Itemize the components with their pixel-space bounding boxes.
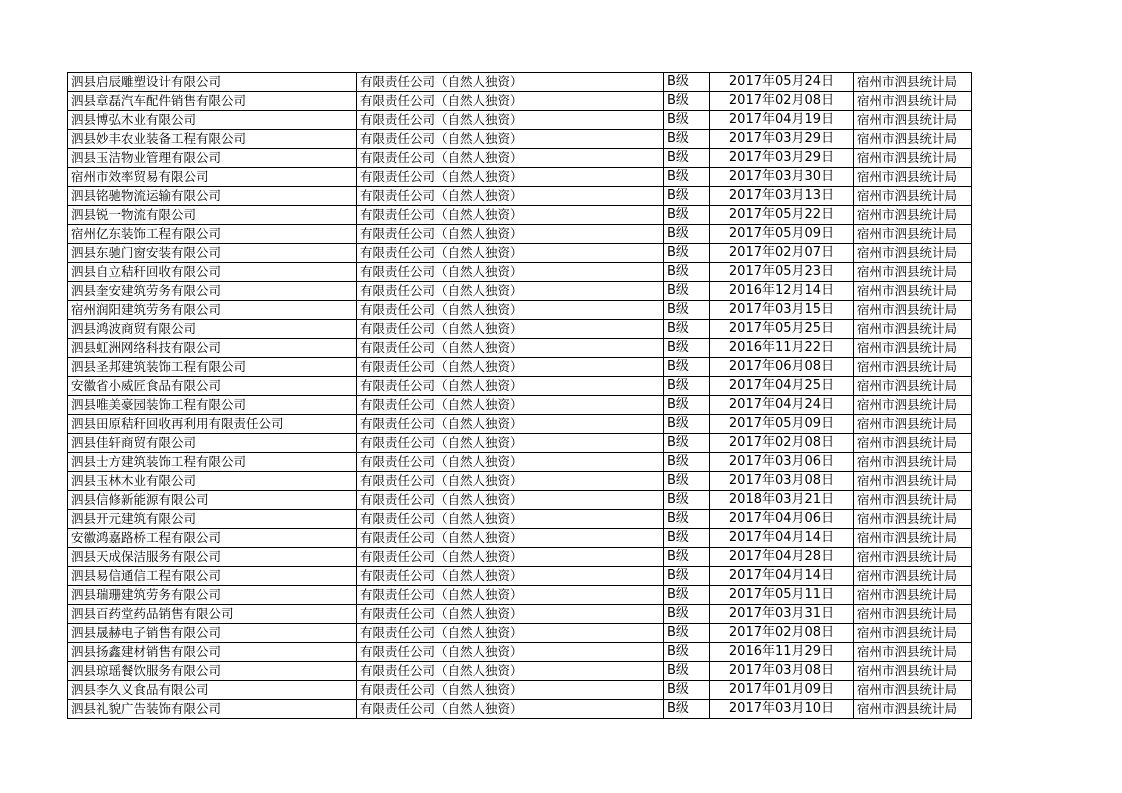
credit-grade-cell: B级 xyxy=(664,92,710,111)
date-cell: 2017年04月14日 xyxy=(710,567,854,586)
table-row xyxy=(68,415,972,434)
enterprise-type-cell: 有限责任公司（自然人独资） xyxy=(357,244,664,263)
enterprise-type-cell: 有限责任公司（自然人独资） xyxy=(357,510,664,529)
table-row xyxy=(68,130,972,149)
enterprise-type-cell: 有限责任公司（自然人独资） xyxy=(357,320,664,339)
authority-cell: 宿州市泗县统计局 xyxy=(854,567,972,586)
table-row xyxy=(68,548,972,567)
date-cell: 2016年11月22日 xyxy=(710,339,854,358)
credit-grade-cell: B级 xyxy=(664,472,710,491)
enterprise-type-cell: 有限责任公司（自然人独资） xyxy=(357,301,664,320)
date-cell: 2017年03月29日 xyxy=(710,130,854,149)
credit-grade-cell: B级 xyxy=(664,320,710,339)
enterprise-type-cell: 有限责任公司（自然人独资） xyxy=(357,662,664,681)
authority-cell: 宿州市泗县统计局 xyxy=(854,548,972,567)
table-row xyxy=(68,567,972,586)
credit-grade-cell: B级 xyxy=(664,624,710,643)
authority-cell: 宿州市泗县统计局 xyxy=(854,510,972,529)
authority-cell: 宿州市泗县统计局 xyxy=(854,415,972,434)
enterprise-type-cell: 有限责任公司（自然人独资） xyxy=(357,700,664,719)
date-cell: 2017年03月06日 xyxy=(710,453,854,472)
table-row xyxy=(68,624,972,643)
enterprise-type-cell: 有限责任公司（自然人独资） xyxy=(357,605,664,624)
credit-grade-cell: B级 xyxy=(664,282,710,301)
company-name-cell: 宿州润阳建筑劳务有限公司 xyxy=(68,301,357,320)
table-row xyxy=(68,111,972,130)
company-name-cell: 泗县奎安建筑劳务有限公司 xyxy=(68,282,357,301)
authority-cell: 宿州市泗县统计局 xyxy=(854,700,972,719)
authority-cell: 宿州市泗县统计局 xyxy=(854,187,972,206)
company-name-cell: 宿州市效率贸易有限公司 xyxy=(68,168,357,187)
credit-grade-cell: B级 xyxy=(664,73,710,92)
credit-grade-cell: B级 xyxy=(664,453,710,472)
table-row xyxy=(68,320,972,339)
date-cell: 2017年06月08日 xyxy=(710,358,854,377)
date-cell: 2018年03月21日 xyxy=(710,491,854,510)
credit-grade-cell: B级 xyxy=(664,206,710,225)
credit-grade-cell: B级 xyxy=(664,662,710,681)
table-row xyxy=(68,586,972,605)
table-row xyxy=(68,187,972,206)
company-name-cell: 泗县鸿波商贸有限公司 xyxy=(68,320,357,339)
date-cell: 2017年05月09日 xyxy=(710,225,854,244)
enterprise-type-cell: 有限责任公司（自然人独资） xyxy=(357,263,664,282)
table-row xyxy=(68,453,972,472)
company-name-cell: 泗县玉林木业有限公司 xyxy=(68,472,357,491)
credit-grade-cell: B级 xyxy=(664,244,710,263)
company-name-cell: 泗县圣邦建筑装饰工程有限公司 xyxy=(68,358,357,377)
company-name-cell: 泗县晟赫电子销售有限公司 xyxy=(68,624,357,643)
enterprise-type-cell: 有限责任公司（自然人独资） xyxy=(357,586,664,605)
company-name-cell: 安徽鸿嘉路桥工程有限公司 xyxy=(68,529,357,548)
authority-cell: 宿州市泗县统计局 xyxy=(854,624,972,643)
authority-cell: 宿州市泗县统计局 xyxy=(854,396,972,415)
company-name-cell: 宿州亿东装饰工程有限公司 xyxy=(68,225,357,244)
company-name-cell: 泗县锐一物流有限公司 xyxy=(68,206,357,225)
table-row xyxy=(68,225,972,244)
enterprise-type-cell: 有限责任公司（自然人独资） xyxy=(357,453,664,472)
table-row xyxy=(68,681,972,700)
authority-cell: 宿州市泗县统计局 xyxy=(854,434,972,453)
enterprise-type-cell: 有限责任公司（自然人独资） xyxy=(357,358,664,377)
table-row xyxy=(68,92,972,111)
enterprise-type-cell: 有限责任公司（自然人独资） xyxy=(357,377,664,396)
enterprise-type-cell: 有限责任公司（自然人独资） xyxy=(357,415,664,434)
enterprise-type-cell: 有限责任公司（自然人独资） xyxy=(357,111,664,130)
company-name-cell: 泗县玉洁物业管理有限公司 xyxy=(68,149,357,168)
enterprise-type-cell: 有限责任公司（自然人独资） xyxy=(357,472,664,491)
table-row xyxy=(68,529,972,548)
authority-cell: 宿州市泗县统计局 xyxy=(854,225,972,244)
authority-cell: 宿州市泗县统计局 xyxy=(854,605,972,624)
table-row xyxy=(68,700,972,719)
authority-cell: 宿州市泗县统计局 xyxy=(854,73,972,92)
table-row xyxy=(68,662,972,681)
date-cell: 2017年04月25日 xyxy=(710,377,854,396)
enterprise-type-cell: 有限责任公司（自然人独资） xyxy=(357,681,664,700)
credit-grade-cell: B级 xyxy=(664,529,710,548)
company-name-cell: 泗县士方建筑装饰工程有限公司 xyxy=(68,453,357,472)
company-name-cell: 泗县琼瑶餐饮服务有限公司 xyxy=(68,662,357,681)
table-row xyxy=(68,244,972,263)
company-name-cell: 泗县铭驰物流运输有限公司 xyxy=(68,187,357,206)
credit-grade-cell: B级 xyxy=(664,681,710,700)
date-cell: 2017年03月31日 xyxy=(710,605,854,624)
enterprise-type-cell: 有限责任公司（自然人独资） xyxy=(357,548,664,567)
enterprise-type-cell: 有限责任公司（自然人独资） xyxy=(357,187,664,206)
company-name-cell: 泗县章磊汽车配件销售有限公司 xyxy=(68,92,357,111)
date-cell: 2017年04月28日 xyxy=(710,548,854,567)
enterprise-type-cell: 有限责任公司（自然人独资） xyxy=(357,567,664,586)
credit-grade-cell: B级 xyxy=(664,187,710,206)
authority-cell: 宿州市泗县统计局 xyxy=(854,491,972,510)
authority-cell: 宿州市泗县统计局 xyxy=(854,263,972,282)
authority-cell: 宿州市泗县统计局 xyxy=(854,472,972,491)
table-row xyxy=(68,434,972,453)
date-cell: 2017年03月30日 xyxy=(710,168,854,187)
credit-grade-cell: B级 xyxy=(664,510,710,529)
credit-grade-cell: B级 xyxy=(664,605,710,624)
authority-cell: 宿州市泗县统计局 xyxy=(854,130,972,149)
table-row xyxy=(68,168,972,187)
table-row xyxy=(68,206,972,225)
company-name-cell: 泗县礼貌广告装饰有限公司 xyxy=(68,700,357,719)
enterprise-type-cell: 有限责任公司（自然人独资） xyxy=(357,491,664,510)
table-row xyxy=(68,396,972,415)
enterprise-type-cell: 有限责任公司（自然人独资） xyxy=(357,130,664,149)
authority-cell: 宿州市泗县统计局 xyxy=(854,111,972,130)
authority-cell: 宿州市泗县统计局 xyxy=(854,662,972,681)
credit-grade-cell: B级 xyxy=(664,643,710,662)
authority-cell: 宿州市泗县统计局 xyxy=(854,586,972,605)
credit-grade-cell: B级 xyxy=(664,301,710,320)
enterprise-type-cell: 有限责任公司（自然人独资） xyxy=(357,282,664,301)
table-row xyxy=(68,510,972,529)
date-cell: 2016年11月29日 xyxy=(710,643,854,662)
date-cell: 2017年05月24日 xyxy=(710,73,854,92)
company-name-cell: 泗县易信通信工程有限公司 xyxy=(68,567,357,586)
authority-cell: 宿州市泗县统计局 xyxy=(854,529,972,548)
company-name-cell: 泗县虹洲网络科技有限公司 xyxy=(68,339,357,358)
date-cell: 2017年02月07日 xyxy=(710,244,854,263)
credit-grade-cell: B级 xyxy=(664,358,710,377)
authority-cell: 宿州市泗县统计局 xyxy=(854,643,972,662)
company-name-cell: 泗县扬鑫建材销售有限公司 xyxy=(68,643,357,662)
date-cell: 2017年05月25日 xyxy=(710,320,854,339)
table-row xyxy=(68,282,972,301)
credit-grade-cell: B级 xyxy=(664,225,710,244)
date-cell: 2017年05月22日 xyxy=(710,206,854,225)
authority-cell: 宿州市泗县统计局 xyxy=(854,92,972,111)
authority-cell: 宿州市泗县统计局 xyxy=(854,453,972,472)
credit-grade-cell: B级 xyxy=(664,111,710,130)
date-cell: 2017年05月09日 xyxy=(710,415,854,434)
date-cell: 2017年03月10日 xyxy=(710,700,854,719)
date-cell: 2017年05月11日 xyxy=(710,586,854,605)
credit-grade-cell: B级 xyxy=(664,130,710,149)
date-cell: 2017年03月08日 xyxy=(710,662,854,681)
enterprise-type-cell: 有限责任公司（自然人独资） xyxy=(357,73,664,92)
credit-grade-cell: B级 xyxy=(664,263,710,282)
table-row xyxy=(68,491,972,510)
date-cell: 2017年03月29日 xyxy=(710,149,854,168)
authority-cell: 宿州市泗县统计局 xyxy=(854,149,972,168)
enterprise-type-cell: 有限责任公司（自然人独资） xyxy=(357,396,664,415)
date-cell: 2017年03月08日 xyxy=(710,472,854,491)
table-row xyxy=(68,301,972,320)
credit-grade-cell: B级 xyxy=(664,415,710,434)
credit-grade-cell: B级 xyxy=(664,586,710,605)
authority-cell: 宿州市泗县统计局 xyxy=(854,681,972,700)
enterprise-type-cell: 有限责任公司（自然人独资） xyxy=(357,149,664,168)
date-cell: 2017年02月08日 xyxy=(710,434,854,453)
company-name-cell: 泗县唯美豪园装饰工程有限公司 xyxy=(68,396,357,415)
credit-grade-cell: B级 xyxy=(664,377,710,396)
table-row xyxy=(68,605,972,624)
date-cell: 2017年04月24日 xyxy=(710,396,854,415)
enterprise-type-cell: 有限责任公司（自然人独资） xyxy=(357,624,664,643)
enterprise-type-cell: 有限责任公司（自然人独资） xyxy=(357,225,664,244)
authority-cell: 宿州市泗县统计局 xyxy=(854,168,972,187)
date-cell: 2017年03月13日 xyxy=(710,187,854,206)
table-row xyxy=(68,643,972,662)
authority-cell: 宿州市泗县统计局 xyxy=(854,339,972,358)
authority-cell: 宿州市泗县统计局 xyxy=(854,244,972,263)
date-cell: 2017年02月08日 xyxy=(710,92,854,111)
company-name-cell: 泗县东驰门窗安装有限公司 xyxy=(68,244,357,263)
enterprise-type-cell: 有限责任公司（自然人独资） xyxy=(357,92,664,111)
table-row xyxy=(68,358,972,377)
credit-grade-cell: B级 xyxy=(664,149,710,168)
company-name-cell: 泗县妙丰农业装备工程有限公司 xyxy=(68,130,357,149)
records-table-body xyxy=(68,73,972,719)
company-name-cell: 泗县佳轩商贸有限公司 xyxy=(68,434,357,453)
enterprise-type-cell: 有限责任公司（自然人独资） xyxy=(357,168,664,187)
authority-cell: 宿州市泗县统计局 xyxy=(854,206,972,225)
table-row xyxy=(68,377,972,396)
date-cell: 2017年05月23日 xyxy=(710,263,854,282)
date-cell: 2017年01月09日 xyxy=(710,681,854,700)
credit-grade-cell: B级 xyxy=(664,434,710,453)
company-name-cell: 泗县开元建筑有限公司 xyxy=(68,510,357,529)
credit-grade-cell: B级 xyxy=(664,339,710,358)
company-name-cell: 泗县启辰雕塑设计有限公司 xyxy=(68,73,357,92)
credit-grade-cell: B级 xyxy=(664,548,710,567)
date-cell: 2017年04月19日 xyxy=(710,111,854,130)
authority-cell: 宿州市泗县统计局 xyxy=(854,377,972,396)
credit-grade-cell: B级 xyxy=(664,700,710,719)
date-cell: 2017年04月06日 xyxy=(710,510,854,529)
company-name-cell: 泗县天成保洁服务有限公司 xyxy=(68,548,357,567)
company-name-cell: 泗县田原秸秆回收再利用有限责任公司 xyxy=(68,415,357,434)
credit-grade-cell: B级 xyxy=(664,396,710,415)
enterprise-type-cell: 有限责任公司（自然人独资） xyxy=(357,434,664,453)
table-row xyxy=(68,149,972,168)
authority-cell: 宿州市泗县统计局 xyxy=(854,301,972,320)
enterprise-type-cell: 有限责任公司（自然人独资） xyxy=(357,529,664,548)
records-table xyxy=(67,72,972,719)
credit-grade-cell: B级 xyxy=(664,491,710,510)
authority-cell: 宿州市泗县统计局 xyxy=(854,358,972,377)
table-row xyxy=(68,339,972,358)
authority-cell: 宿州市泗县统计局 xyxy=(854,282,972,301)
company-name-cell: 泗县博弘木业有限公司 xyxy=(68,111,357,130)
date-cell: 2017年02月08日 xyxy=(710,624,854,643)
authority-cell: 宿州市泗县统计局 xyxy=(854,320,972,339)
company-name-cell: 泗县自立秸秆回收有限公司 xyxy=(68,263,357,282)
credit-grade-cell: B级 xyxy=(664,168,710,187)
date-cell: 2016年12月14日 xyxy=(710,282,854,301)
enterprise-type-cell: 有限责任公司（自然人独资） xyxy=(357,206,664,225)
enterprise-type-cell: 有限责任公司（自然人独资） xyxy=(357,643,664,662)
table-row xyxy=(68,472,972,491)
enterprise-type-cell: 有限责任公司（自然人独资） xyxy=(357,339,664,358)
company-name-cell: 泗县瑞珊建筑劳务有限公司 xyxy=(68,586,357,605)
credit-grade-cell: B级 xyxy=(664,567,710,586)
table-row xyxy=(68,73,972,92)
company-name-cell: 泗县百药堂药品销售有限公司 xyxy=(68,605,357,624)
date-cell: 2017年04月14日 xyxy=(710,529,854,548)
company-name-cell: 泗县李久义食品有限公司 xyxy=(68,681,357,700)
date-cell: 2017年03月15日 xyxy=(710,301,854,320)
table-row xyxy=(68,263,972,282)
company-name-cell: 泗县信修新能源有限公司 xyxy=(68,491,357,510)
company-name-cell: 安徽省小威匠食品有限公司 xyxy=(68,377,357,396)
